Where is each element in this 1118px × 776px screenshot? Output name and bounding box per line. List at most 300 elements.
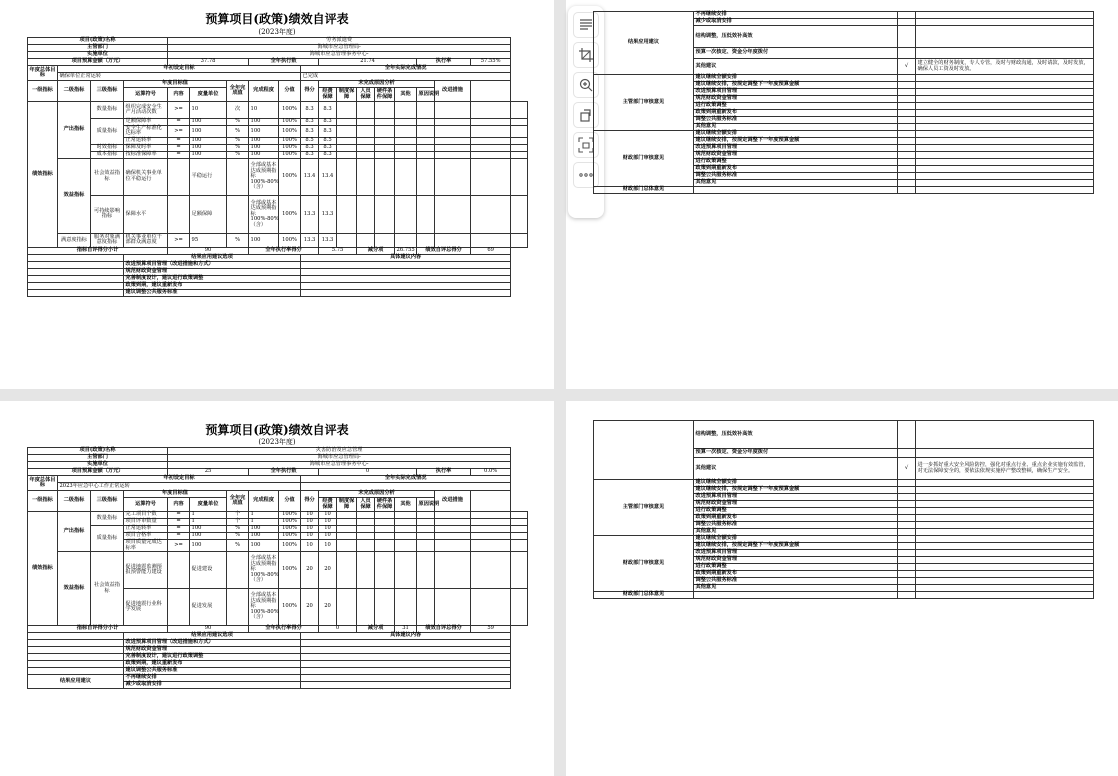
actual-text: 已完成 bbox=[301, 73, 511, 81]
table-row bbox=[28, 476, 528, 483]
table-cell bbox=[227, 158, 249, 195]
empty-cell bbox=[898, 494, 916, 501]
empty-cell bbox=[28, 668, 124, 675]
table-cell: 8.3 bbox=[301, 126, 319, 138]
table-cell: 效益指标 bbox=[58, 552, 91, 626]
table-cell: 规范财政资金管理 bbox=[694, 96, 898, 103]
empty-cell bbox=[898, 592, 916, 599]
empty-cell bbox=[375, 512, 395, 519]
empty-cell bbox=[916, 145, 1094, 152]
empty-cell bbox=[337, 158, 357, 195]
table-cell: >= bbox=[168, 102, 190, 119]
empty-cell bbox=[898, 515, 916, 522]
table-cell: 13.4 bbox=[319, 158, 337, 195]
table-cell: 主管部门审核意见 bbox=[594, 75, 694, 131]
table-cell: % bbox=[227, 144, 249, 151]
empty-cell bbox=[417, 519, 435, 526]
exec-value: 21.74 bbox=[319, 59, 417, 66]
empty-cell bbox=[916, 138, 1094, 145]
table-cell: 社会效益指标 bbox=[91, 158, 124, 195]
document-page-3 bbox=[0, 401, 554, 776]
table-cell: 质量指标 bbox=[91, 526, 124, 552]
empty-cell bbox=[301, 261, 511, 268]
table-cell: 减少或取消安排 bbox=[694, 19, 898, 26]
table-cell: 改进预算项目管理 bbox=[694, 550, 898, 557]
empty-cell bbox=[375, 151, 395, 158]
table-row bbox=[28, 640, 528, 647]
table-cell: 100% bbox=[279, 533, 301, 540]
actual-text bbox=[301, 483, 511, 491]
empty-cell bbox=[357, 589, 375, 626]
table-cell: 其他 bbox=[395, 88, 417, 102]
table-cell: 100 bbox=[249, 126, 279, 138]
table-cell: 指标自评得分小计 bbox=[28, 247, 168, 254]
table-cell: 20 bbox=[301, 589, 319, 626]
table-row bbox=[28, 491, 528, 498]
empty-cell bbox=[511, 512, 528, 519]
empty-cell bbox=[337, 102, 357, 119]
other-suggestion: 建立健全的财务制度，专人专管，及时与财政沟通，及时请款，及时发放，确保人员工资及时发放。 bbox=[916, 59, 1094, 75]
empty-cell bbox=[916, 12, 1094, 19]
empty-cell bbox=[898, 421, 916, 449]
empty-cell bbox=[375, 552, 395, 589]
table-cell: 100 bbox=[190, 126, 227, 138]
empty-cell bbox=[435, 144, 471, 151]
table-cell: 度量单位 bbox=[190, 88, 227, 102]
empty-cell bbox=[435, 137, 471, 144]
table-cell: 进行政策调整 bbox=[694, 564, 898, 571]
table-cell: 质量指标 bbox=[91, 119, 124, 145]
empty-cell bbox=[357, 526, 375, 533]
table-cell: 成本指标 bbox=[91, 151, 124, 158]
table-cell: 促进地震行业科学发展 bbox=[124, 589, 168, 626]
table-cell: % bbox=[227, 540, 249, 552]
table-cell: 调整公共服务标准 bbox=[694, 117, 898, 124]
empty-cell bbox=[471, 102, 511, 119]
table-cell: 改进预算项目管理 bbox=[694, 145, 898, 152]
self-evaluation-table bbox=[27, 447, 528, 689]
table-cell: 59 bbox=[471, 626, 511, 633]
empty-cell bbox=[417, 533, 435, 540]
table-row bbox=[28, 247, 528, 254]
empty-cell bbox=[898, 522, 916, 529]
table-row bbox=[594, 592, 1094, 599]
table-cell: 绩效指标 bbox=[28, 102, 58, 248]
empty-cell bbox=[435, 126, 471, 138]
empty-cell bbox=[898, 131, 916, 138]
table-row bbox=[28, 668, 528, 675]
empty-cell bbox=[898, 117, 916, 124]
empty-cell bbox=[375, 195, 395, 233]
empty-cell bbox=[395, 126, 417, 138]
table-cell bbox=[227, 195, 249, 233]
empty-cell bbox=[435, 158, 471, 195]
empty-cell bbox=[916, 564, 1094, 571]
empty-cell bbox=[375, 233, 395, 247]
empty-cell bbox=[511, 552, 528, 589]
empty-cell bbox=[435, 233, 471, 247]
table-row bbox=[28, 195, 528, 233]
table-cell: 8.3 bbox=[301, 151, 319, 158]
table-cell: 主管部门审核意见 bbox=[594, 480, 694, 536]
table-cell: 100% bbox=[279, 195, 301, 233]
table-cell: 得分 bbox=[301, 81, 319, 102]
table-row bbox=[28, 526, 528, 533]
empty-cell bbox=[28, 275, 124, 282]
empty-cell bbox=[916, 117, 1094, 124]
empty-cell bbox=[511, 126, 528, 138]
table-cell: 年初设定目标 bbox=[58, 66, 301, 73]
table-cell: 100 bbox=[190, 540, 227, 552]
table-cell: 20 bbox=[301, 552, 319, 589]
table-cell: 年初设定目标 bbox=[58, 476, 301, 483]
table-cell: 改进预算项目管理（改进措施和方式） bbox=[124, 640, 301, 647]
empty-cell bbox=[337, 144, 357, 151]
empty-cell bbox=[337, 195, 357, 233]
table-cell: 100% bbox=[279, 512, 301, 519]
empty-cell bbox=[395, 144, 417, 151]
table-cell: 改进预算项目管理 bbox=[694, 494, 898, 501]
empty-cell bbox=[395, 512, 417, 519]
goal-text: 确保单位正常运转 bbox=[58, 73, 301, 81]
empty-cell bbox=[357, 151, 375, 158]
table-cell: 产出指标 bbox=[58, 102, 91, 159]
table-cell: 100% bbox=[279, 540, 301, 552]
table-cell: 政策到期重新发布 bbox=[694, 571, 898, 578]
table-cell: 13.4 bbox=[301, 158, 319, 195]
empty-cell bbox=[471, 512, 511, 519]
table-cell: 13.3 bbox=[319, 195, 337, 233]
table-cell: 10 bbox=[301, 526, 319, 533]
table-cell: 100% bbox=[279, 233, 301, 247]
table-cell: 财政部门总体意见 bbox=[594, 187, 694, 194]
empty-cell bbox=[511, 102, 528, 119]
other-suggestion: 进一步抓好重大安全风险防控，强化对重点行业、重点企业实施有效监管，对无法保障安全的，要依法依规实施停产整改整顿，确保生产安全。 bbox=[916, 458, 1094, 480]
table-cell: 促进发展 bbox=[190, 589, 227, 626]
empty-cell bbox=[898, 180, 916, 187]
table-cell: 硬件条件保障 bbox=[375, 498, 395, 512]
empty-cell bbox=[471, 126, 511, 138]
project-name: 灾害防治及应急管理 bbox=[168, 448, 511, 455]
table-cell: 确保机关事业单位平稳运行 bbox=[124, 158, 168, 195]
empty-cell bbox=[301, 640, 511, 647]
empty-cell bbox=[916, 421, 1094, 449]
table-cell: 1 bbox=[249, 512, 279, 519]
empty-cell bbox=[898, 571, 916, 578]
table-row bbox=[28, 552, 528, 589]
table-cell: >= bbox=[168, 126, 190, 138]
empty-cell bbox=[435, 119, 471, 126]
empty-cell bbox=[916, 110, 1094, 117]
exec-label: 全年执行数 bbox=[249, 469, 319, 476]
table-cell: 10 bbox=[319, 533, 337, 540]
table-cell: >= bbox=[168, 233, 190, 247]
table-cell: 规范财政资金管理 bbox=[694, 501, 898, 508]
empty-cell bbox=[417, 589, 435, 626]
self-evaluation-table bbox=[27, 37, 528, 297]
empty-cell bbox=[898, 536, 916, 543]
table-row bbox=[28, 289, 528, 296]
table-cell: 个 bbox=[227, 519, 249, 526]
table-cell: = bbox=[168, 512, 190, 519]
table-cell: 8.3 bbox=[301, 119, 319, 126]
budget-label: 项目预算金额（万元） bbox=[28, 469, 168, 476]
table-cell: 平稳运行 bbox=[190, 158, 227, 195]
table-cell: 项目质量完成达标率 bbox=[124, 540, 168, 552]
empty-cell bbox=[395, 540, 417, 552]
table-cell: 100 bbox=[190, 144, 227, 151]
table-cell: 全年执行率得分 bbox=[249, 247, 319, 254]
table-cell: 建议继续全额安排 bbox=[694, 536, 898, 543]
empty-cell bbox=[898, 585, 916, 592]
table-cell: 8.3 bbox=[319, 102, 337, 119]
table-row bbox=[28, 647, 528, 654]
table-cell: 100 bbox=[190, 151, 227, 158]
empty-cell bbox=[916, 187, 1094, 194]
table-cell: 减分项 bbox=[357, 626, 395, 633]
empty-cell bbox=[898, 96, 916, 103]
empty-cell bbox=[301, 661, 511, 668]
empty-cell bbox=[357, 233, 375, 247]
table-cell: 二级指标 bbox=[58, 81, 91, 102]
table-cell: 绩效自评总得分 bbox=[417, 247, 471, 254]
table-cell: 调整公共服务标准 bbox=[694, 578, 898, 585]
empty-cell bbox=[898, 103, 916, 110]
empty-cell bbox=[337, 540, 357, 552]
empty-cell bbox=[357, 102, 375, 119]
table-row bbox=[28, 268, 528, 275]
table-cell: 完善制度设计，建议进行政策调整 bbox=[124, 275, 301, 282]
table-row bbox=[28, 483, 528, 491]
table-cell: 其他意见 bbox=[694, 180, 898, 187]
table-row bbox=[28, 66, 528, 73]
rate-value: 0.0% bbox=[471, 469, 511, 476]
empty-cell bbox=[898, 166, 916, 173]
empty-cell bbox=[898, 145, 916, 152]
empty-cell bbox=[898, 501, 916, 508]
table-cell: 95 bbox=[190, 233, 227, 247]
table-cell: 政策到期重新发布 bbox=[694, 515, 898, 522]
table-cell: 项目合格率 bbox=[124, 533, 168, 540]
rate-label: 执行率 bbox=[417, 469, 471, 476]
table-row bbox=[28, 102, 528, 119]
table-row bbox=[594, 75, 1094, 82]
table-cell: 建议继续安排，按规定调整下一年度预算金额 bbox=[694, 487, 898, 494]
table-cell: 100 bbox=[249, 151, 279, 158]
table-cell: 8.3 bbox=[319, 119, 337, 126]
table-cell: 全年执行率得分 bbox=[249, 626, 319, 633]
table-cell: = bbox=[168, 519, 190, 526]
table-cell: 其他意见 bbox=[694, 529, 898, 536]
empty-cell bbox=[417, 158, 435, 195]
empty-cell bbox=[471, 158, 511, 195]
empty-cell bbox=[357, 552, 375, 589]
empty-cell bbox=[28, 261, 124, 268]
empty-cell bbox=[357, 519, 375, 526]
empty-cell bbox=[435, 589, 471, 626]
table-cell: 建议调整公共服务标准 bbox=[124, 289, 301, 296]
empty-cell bbox=[898, 124, 916, 131]
empty-cell bbox=[357, 540, 375, 552]
empty-cell bbox=[916, 515, 1094, 522]
empty-cell bbox=[471, 526, 511, 533]
empty-cell bbox=[28, 268, 124, 275]
empty-cell bbox=[898, 12, 916, 19]
empty-cell bbox=[395, 102, 417, 119]
empty-cell bbox=[337, 512, 357, 519]
empty-cell bbox=[395, 589, 417, 626]
empty-cell bbox=[395, 119, 417, 126]
table-cell: % bbox=[227, 151, 249, 158]
empty-cell bbox=[301, 675, 511, 682]
empty-cell bbox=[28, 661, 124, 668]
table-cell: 全年实际完成情况 bbox=[301, 476, 511, 483]
table-cell: 产出指标 bbox=[58, 512, 91, 552]
empty-cell bbox=[28, 647, 124, 654]
doc-title: 预算项目(政策)绩效自评表 bbox=[205, 12, 349, 26]
table-cell: 完成程度 bbox=[249, 491, 279, 512]
table-cell: 全年实际完成情况 bbox=[301, 66, 511, 73]
table-cell: 建议继续全额安排 bbox=[694, 480, 898, 487]
table-cell: 100% bbox=[279, 519, 301, 526]
dept-name: 海城市应急管理局- bbox=[168, 45, 511, 52]
table-cell: = bbox=[168, 533, 190, 540]
empty-cell bbox=[916, 124, 1094, 131]
empty-cell bbox=[395, 195, 417, 233]
empty-cell bbox=[337, 151, 357, 158]
table-cell: 建议继续全额安排 bbox=[694, 131, 898, 138]
table-cell: 得分 bbox=[301, 491, 319, 512]
empty-cell bbox=[395, 158, 417, 195]
empty-cell bbox=[898, 82, 916, 89]
table-cell: 100% bbox=[279, 526, 301, 533]
table-cell: 改进预算项目管理（改进措施和方式） bbox=[124, 261, 301, 268]
doc-year: (2023年度) bbox=[258, 438, 296, 446]
empty-cell bbox=[511, 119, 528, 126]
empty-cell bbox=[375, 102, 395, 119]
table-cell: 进行政策调整 bbox=[694, 103, 898, 110]
table-cell: 不再继续安排 bbox=[124, 675, 301, 682]
table-cell: 年度目标值 bbox=[124, 491, 227, 498]
empty-cell bbox=[417, 144, 435, 151]
empty-cell bbox=[916, 536, 1094, 543]
table-cell: 服务对象满意度指标 bbox=[91, 233, 124, 247]
table-cell: 建议继续安排，按规定调整下一年度预算金额 bbox=[694, 138, 898, 145]
table-cell: 其他建议 bbox=[694, 458, 898, 480]
table-cell: 100% bbox=[279, 144, 301, 151]
empty-cell bbox=[417, 540, 435, 552]
empty-cell bbox=[898, 187, 916, 194]
table-cell: 100% bbox=[279, 126, 301, 138]
table-cell bbox=[168, 195, 190, 233]
empty-cell bbox=[395, 151, 417, 158]
empty-cell bbox=[375, 119, 395, 126]
table-row bbox=[28, 158, 528, 195]
table-row bbox=[594, 421, 1094, 449]
empty-cell bbox=[357, 137, 375, 144]
table-cell: 进行政策调整 bbox=[694, 159, 898, 166]
empty-cell bbox=[301, 668, 511, 675]
empty-cell bbox=[471, 491, 511, 512]
empty-cell bbox=[511, 137, 528, 144]
table-row bbox=[28, 254, 528, 261]
table-cell: 8.3 bbox=[319, 144, 337, 151]
table-cell: 90 bbox=[168, 247, 249, 254]
table-cell: 100 bbox=[249, 119, 279, 126]
empty-cell bbox=[227, 589, 249, 626]
table-cell: 项目评审数量 bbox=[124, 519, 168, 526]
empty-cell bbox=[471, 119, 511, 126]
project-label: 项目(政策)名称 bbox=[28, 448, 168, 455]
empty-cell bbox=[435, 102, 471, 119]
empty-cell bbox=[357, 195, 375, 233]
empty-cell bbox=[337, 526, 357, 533]
empty-cell bbox=[301, 654, 511, 661]
empty-cell bbox=[916, 522, 1094, 529]
table-cell: 10 bbox=[319, 526, 337, 533]
table-cell: 三级指标 bbox=[91, 81, 124, 102]
doc-title: 预算项目(政策)绩效自评表 bbox=[205, 423, 349, 437]
goal-text: 2023年应急中心工作正常运转 bbox=[58, 483, 301, 491]
table-cell: 100 bbox=[190, 119, 227, 126]
empty-cell bbox=[471, 233, 511, 247]
empty-cell bbox=[916, 48, 1094, 59]
table-cell: % bbox=[227, 126, 249, 138]
table-row bbox=[28, 151, 528, 158]
empty-cell bbox=[417, 102, 435, 119]
empty-cell bbox=[435, 552, 471, 589]
table-cell: 预算一次核定、资金分年度拨付 bbox=[694, 449, 898, 458]
table-row bbox=[28, 675, 528, 682]
table-cell: 0 bbox=[319, 626, 357, 633]
table-cell: 改进预算项目管理 bbox=[694, 89, 898, 96]
empty-cell bbox=[471, 552, 511, 589]
table-cell: 政策到期，建议重新发布 bbox=[124, 282, 301, 289]
empty-cell bbox=[357, 533, 375, 540]
table-cell: 规范财政资金管理 bbox=[124, 647, 301, 654]
table-cell: 全年完成值 bbox=[227, 491, 249, 512]
empty-cell bbox=[511, 589, 528, 626]
table-cell: 运算符号 bbox=[124, 498, 168, 512]
budget-label: 项目预算金额（万元） bbox=[28, 59, 168, 66]
table-row bbox=[28, 275, 528, 282]
table-cell: 制度保障 bbox=[337, 88, 357, 102]
unit-label: 实施单位 bbox=[28, 462, 168, 469]
project-label: 项目(政策)名称 bbox=[28, 38, 168, 45]
table-cell: 100 bbox=[249, 533, 279, 540]
empty-cell bbox=[898, 26, 916, 48]
table-cell: 效益指标 bbox=[58, 158, 91, 233]
table-cell: 绩效指标 bbox=[28, 512, 58, 626]
empty-cell bbox=[375, 144, 395, 151]
table-cell: 年度目标值 bbox=[124, 81, 227, 88]
table-cell: 100 bbox=[249, 526, 279, 533]
empty-cell bbox=[898, 480, 916, 487]
empty-cell bbox=[511, 151, 528, 158]
result-label: 结果应用建议 bbox=[28, 675, 124, 689]
empty-cell bbox=[28, 282, 124, 289]
empty-cell bbox=[417, 151, 435, 158]
table-cell: 不再继续安排 bbox=[694, 12, 898, 19]
empty-cell bbox=[337, 126, 357, 138]
table-row bbox=[594, 12, 1094, 19]
table-cell: 建议调整公共服务标准 bbox=[124, 668, 301, 675]
table-cell: 未完成原因分析 bbox=[319, 491, 435, 498]
table-cell: 度量单位 bbox=[190, 498, 227, 512]
table-cell: 结构调整，压低效补高效 bbox=[694, 26, 898, 48]
empty-cell bbox=[375, 533, 395, 540]
table-cell: 减少或取消安排 bbox=[124, 682, 301, 689]
